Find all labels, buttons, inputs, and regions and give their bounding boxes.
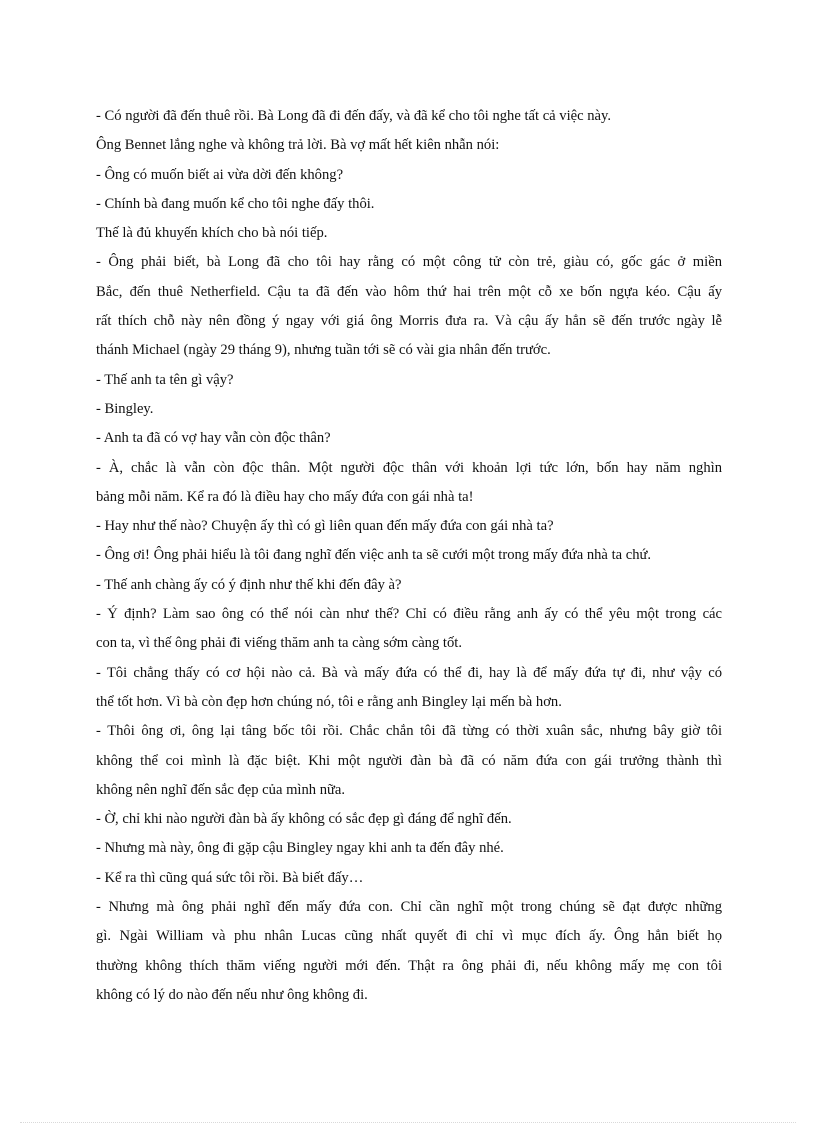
text-line: rất thích chỗ này nên đồng ý ngay với giá ông Morris đưa ra. Và cậu ấy hẳn sẽ đến trước ngày lễ — [96, 313, 722, 330]
text-line: thánh Michael (ngày 29 tháng 9), nhưng tuần tới sẽ có vài gia nhân đến trước. — [96, 342, 551, 359]
text-line: - Chính bà đang muốn kể cho tôi nghe đấy thôi. — [96, 195, 375, 212]
text-line: - Thế anh ta tên gì vậy? — [96, 371, 234, 388]
text-line: con ta, vì thế ông phải đi viếng thăm anh ta càng sớm càng tốt. — [96, 635, 462, 652]
text-line: - Thế anh chàng ấy có ý định như thế khi đến đây à? — [96, 576, 402, 593]
text-line: - Anh ta đã có vợ hay vẫn còn độc thân? — [96, 430, 331, 447]
text-line: - À, chắc là vẫn còn độc thân. Một người độc thân với khoản lợi tức lớn, bốn hay năm nghìn — [96, 459, 722, 476]
text-line: bảng mỗi năm. Kể ra đó là điều hay cho mấy đứa con gái nhà ta! — [96, 488, 474, 505]
text-line: - Kể ra thì cũng quá sức tôi rồi. Bà biết đấy… — [96, 869, 364, 886]
text-line: gì. Ngài William và phu nhân Lucas cũng nhất quyết đi chỉ vì mục đích ấy. Ông hẳn biết họ — [96, 928, 722, 945]
text-line: - Bingley. — [96, 400, 154, 417]
document-body — [96, 102, 722, 1010]
text-line: - Ông ơi! Ông phải hiểu là tôi đang nghĩ đến việc anh ta sẽ cưới một trong mấy đứa nhà ta chứ. — [96, 547, 652, 564]
text-line: không có lý do nào đến nếu như ông không đi. — [96, 986, 368, 1003]
text-line: - Ờ, chỉ khi nào người đàn bà ấy không có sắc đẹp gì đáng để nghĩ đến. — [96, 811, 512, 828]
text-line: - Ý định? Làm sao ông có thể nói càn như thế? Chỉ có điều rằng anh ấy có thể yêu một trong các — [96, 606, 722, 623]
text-line: - Ông phải biết, bà Long đã cho tôi hay rằng có một công tử còn trẻ, giàu có, gốc gác ở miền — [96, 254, 722, 271]
text-line: - Hay như thế nào? Chuyện ấy thì có gì liên quan đến mấy đứa con gái nhà ta? — [96, 518, 554, 535]
text-line: - Nhưng mà ông phải nghĩ đến mấy đứa con. Chỉ cần nghĩ một trong chúng sẽ đạt được những — [96, 899, 722, 916]
text-line: Ông Bennet lắng nghe và không trả lời. Bà vợ mất hết kiên nhẫn nói: — [96, 137, 500, 154]
text-line: - Có người đã đến thuê rồi. Bà Long đã đi đến đấy, và đã kể cho tôi nghe tất cả việc này. — [96, 108, 612, 124]
text-line: Bắc, đến thuê Netherfield. Cậu ta đã đến vào hôm thứ hai trên một cỗ xe bốn ngựa kéo. Cậu ấy — [96, 283, 722, 300]
text-line: không thể coi mình là đặc biệt. Khi một người đàn bà đã có năm đứa con gái trưởng thành thì — [96, 752, 722, 769]
text-line: thường không thích thăm viếng người mới đến. Thật ra ông phải đi, nếu không mấy mẹ con tôi — [96, 957, 722, 974]
text-line: không nên nghĩ đến sắc đẹp của mình nữa. — [96, 781, 346, 798]
text-line: - Nhưng mà này, ông đi gặp cậu Bingley ngay khi anh ta đến đây nhé. — [96, 840, 504, 857]
text-line: - Thôi ông ơi, ông lại tâng bốc tôi rồi. Chắc chắn tôi đã từng có thời xuân sắc, nhưng bây giờ tôi — [96, 723, 722, 740]
text-line: - Ông có muốn biết ai vừa dời đến không? — [96, 166, 344, 183]
text-line: thể tốt hơn. Vì bà còn đẹp hơn chúng nó, tôi e rằng anh Bingley lại mến bà hơn. — [96, 693, 562, 710]
text-line: Thế là đủ khuyến khích cho bà nói tiếp. — [96, 225, 328, 242]
text-line: - Tôi chẳng thấy có cơ hội nào cả. Bà và mấy đứa có thể đi, hay là để mấy đứa tự đi, như vậy có — [96, 664, 722, 681]
